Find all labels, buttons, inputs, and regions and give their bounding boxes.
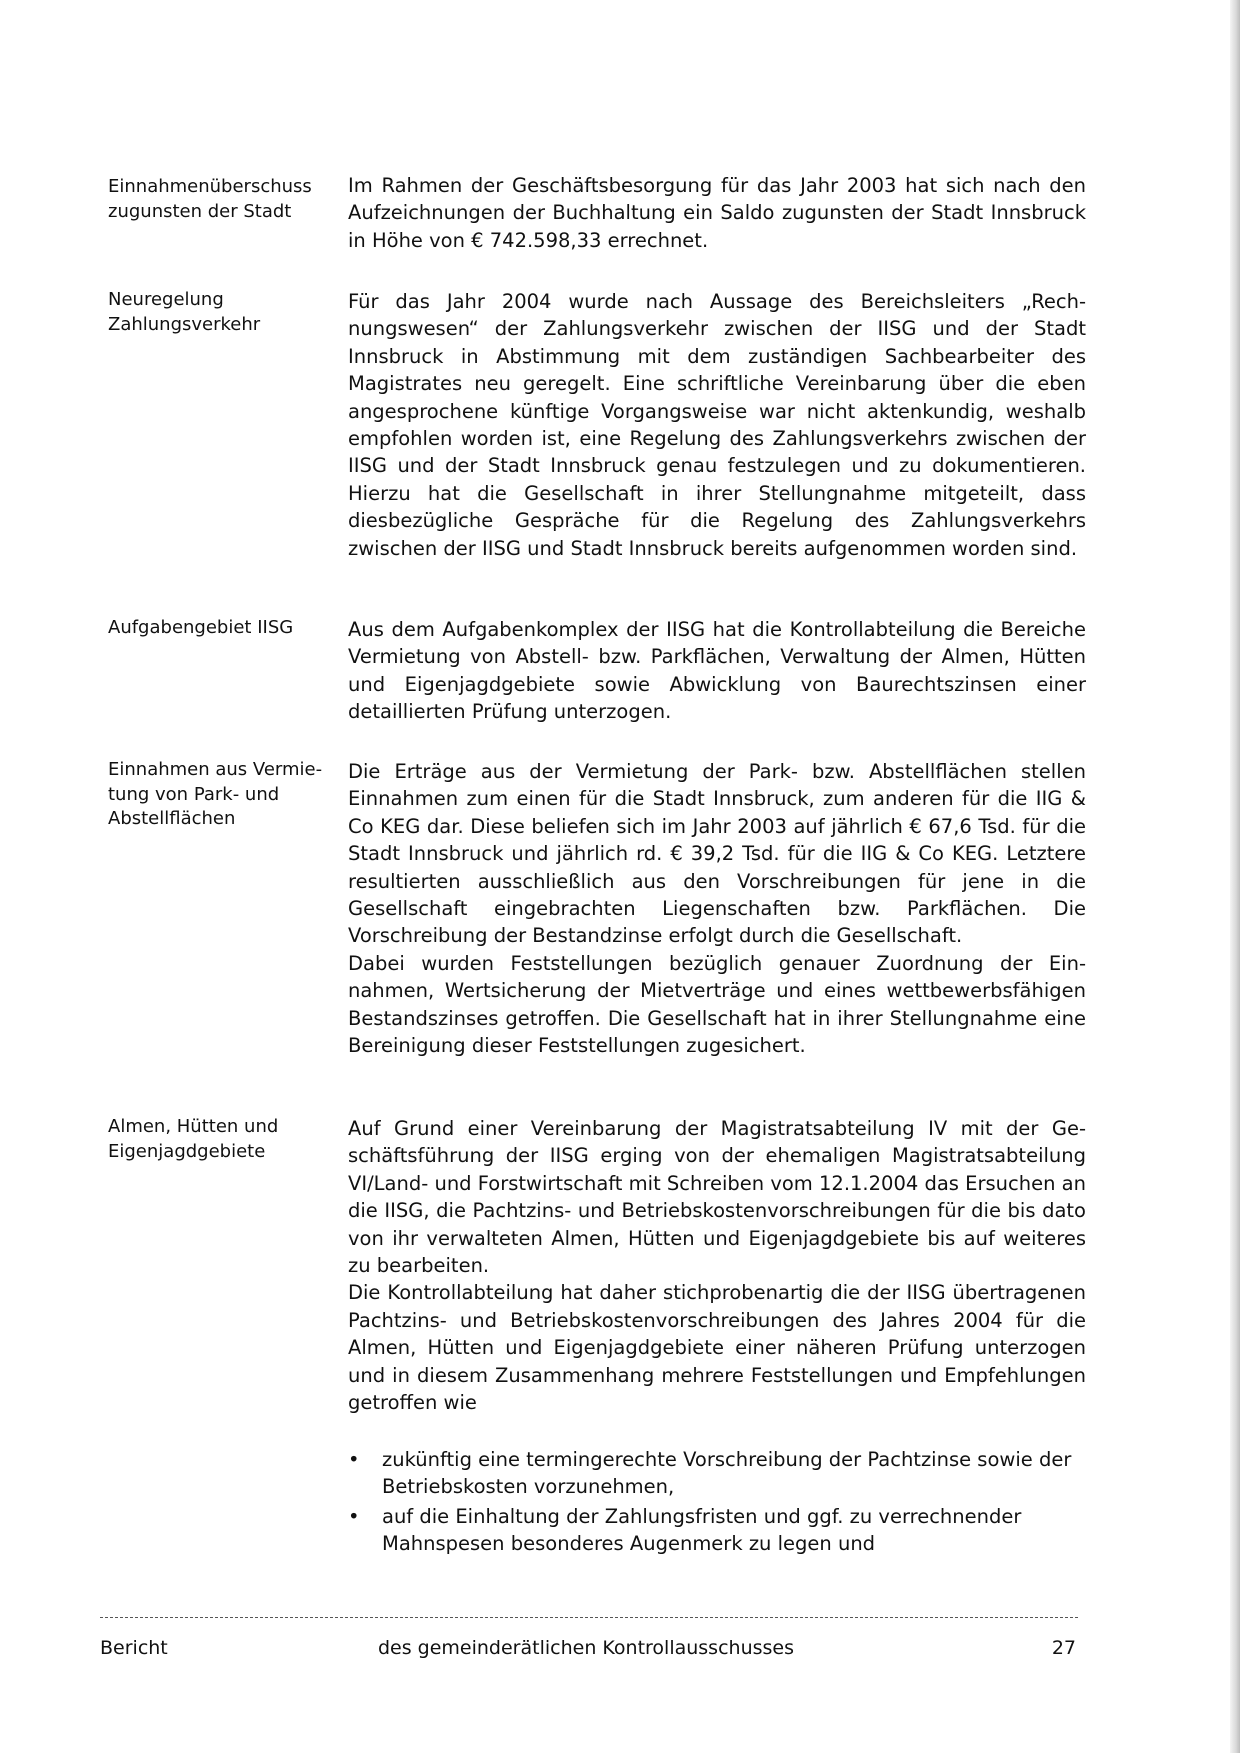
list-item [348, 1503, 1086, 1558]
side-note: Einnahmen aus Vermie- tung von Park- und Abstellflächen [108, 759, 323, 830]
list-item-text: auf die Einhaltung der Zahlungsfristen und ggf. zu verrechnender Mahnspesen besonderes Augenmerk zu legen und [382, 1504, 1022, 1556]
side-note: Neuregelung Zahlungsverkehr [108, 289, 261, 335]
body-text [348, 1115, 1086, 1416]
footer-committee-label: des gemeinderätlichen Kontrollausschusses [377, 1637, 795, 1659]
page-number: 27 [1051, 1637, 1076, 1659]
body-text [348, 288, 1086, 562]
body-text [348, 616, 1086, 726]
side-note: Einnahmenüberschuss zugunsten der Stadt [108, 176, 312, 222]
body-text [348, 758, 1086, 1059]
paragraph: Dabei wurden Feststellungen bezüglich genauer Zuordnung der Einnahmen, Wertsicherung der Mietverträge und eines wettbewerbsfähigen Bestandszinses getroffen. Die Gesellschaft hat in ihrer Stellungnahme eine Bereinigung dieser Feststellungen zugesichert. [348, 951, 1086, 1058]
bullet-icon: • [348, 1448, 360, 1471]
scan-edge-shadow [1230, 0, 1240, 1753]
paragraph: Im Rahmen der Geschäftsbesorgung für das Jahr 2003 hat sich nach den Aufzeichnungen der Buchhaltung ein Saldo zugunsten der Stadt Innsbruck in Höhe von € 742.598,33 errechnet. [348, 174, 1086, 252]
paragraph: Die Erträge aus der Vermietung der Park- bzw. Abstellflächen stellen Einnahmen zum einen für die Stadt Innsbruck, zum anderen für die IIG & Co KEG dar. Diese beliefen sich im Jahr 2003 auf jährlich € 67,6 Tsd. für die Stadt Innsbruck und jährlich rd. € 39,2 Tsd. für die IIG & Co KEG. Letztere resultierten ausschließlich aus den Vorschreibungen für jene in die Gesellschaft eingebrachten Liegenschaften bzw. Parkflächen. Die Vorschreibung der Bestandzinse erfolgt durch die Gesellschaft. [348, 760, 1086, 948]
body-text [348, 172, 1086, 254]
recommendation-list [348, 1446, 1086, 1560]
paragraph: Aus dem Aufgabenkomplex der IISG hat die Kontrollabteilung die Bereiche Vermietung von Abstell- bzw. Parkflächen, Verwaltung der Almen, Hütten und Eigenjagdgebiete sowie Abwicklung von Baurechtszinsen einer detaillierten Prüfung unterzogen. [348, 618, 1086, 724]
paragraph: Auf Grund einer Vereinbarung der Magistratsabteilung IV mit der Geschäftsführung der IISG erging von der ehemaligen Magistratsabteilung VI/Land- und Forstwirtschaft mit Schreiben vom 12.1.2004 das Ersuchen an die IISG, die Pachtzins- und Betriebskostenvorschreibungen für die bis dato von ihr verwalteten Almen, Hütten und Eigenjagdgebiete bis auf weiteres zu bearbeiten. [348, 1117, 1086, 1278]
footer-divider [100, 1617, 1078, 1618]
side-note: Aufgabengebiet IISG [108, 617, 294, 638]
paragraph: Für das Jahr 2004 wurde nach Aussage des Bereichsleiters „Rechnungswesen“ der Zahlungsverkehr zwischen der IISG und der Stadt Innsbruck in Abstimmung mit dem zuständigen Sachbearbeiter des Magistrates neu geregelt. Eine schriftliche Vereinbarung über die eben angesprochene künftige Vorgangsweise war nicht aktenkundig, weshalb empfohlen worden ist, eine Regelung des Zahlungsverkehrs zwischen der IISG und der Stadt Innsbruck genau festzulegen und zu dokumentieren. Hierzu hat die Gesellschaft in ihrer Stellungnahme mitgeteilt, dass diesbezügliche Gespräche für die Regelung des Zahlungsverkehrs zwischen der IISG und Stadt Innsbruck bereits aufgenommen worden sind. [348, 290, 1086, 560]
bullet-icon: • [348, 1504, 360, 1528]
side-note: Almen, Hütten und Eigenjagdgebiete [108, 1116, 279, 1162]
list-item-text: zukünftig eine termingerechte Vorschreibung der Pachtzinse sowie der Betriebskosten vorzunehmen, [382, 1448, 1072, 1499]
paragraph: Die Kontrollabteilung hat daher stichprobenartig die der IISG übertragenen Pachtzins- und Betriebskostenvorschreibungen des Jahres 2004 für die Almen, Hütten und Eigenjagdgebiete einer näheren Prüfung unterzogen und in diesem Zusammenhang mehrere Feststellungen und Empfehlungen getroffen wie [348, 1281, 1086, 1415]
footer-report-label: Bericht [100, 1637, 168, 1659]
list-item [348, 1446, 1086, 1501]
